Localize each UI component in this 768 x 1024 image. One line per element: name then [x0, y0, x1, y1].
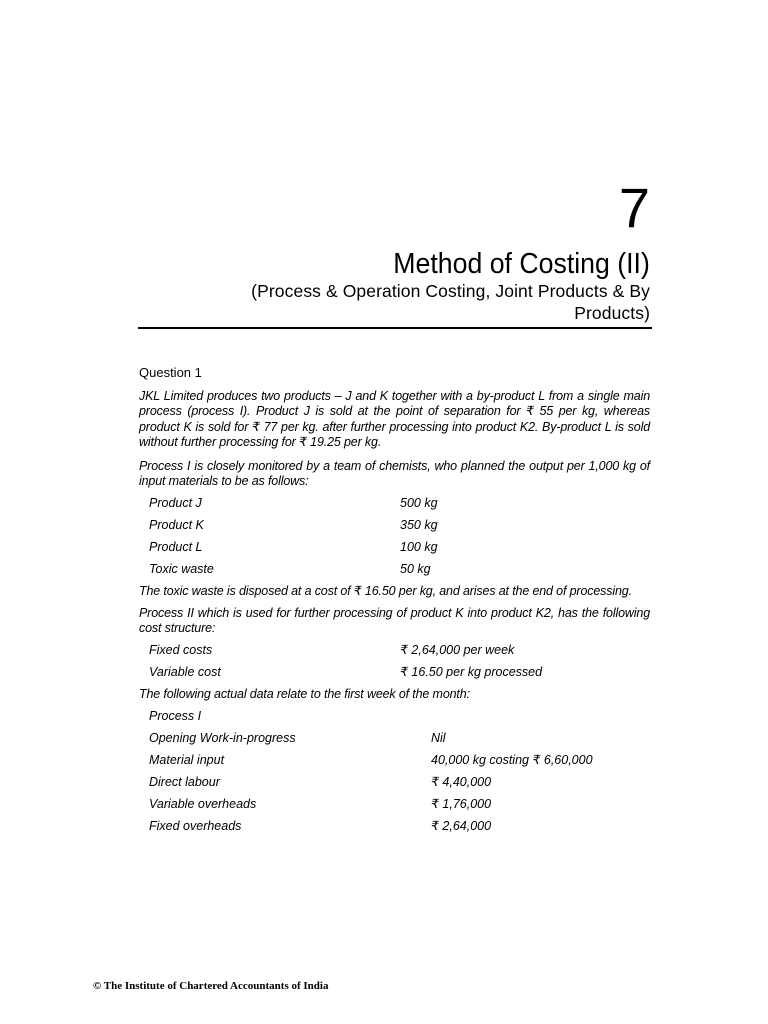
row-value: 100 kg — [400, 540, 438, 554]
actual-data-row — [149, 731, 669, 747]
row-label: Fixed costs — [149, 643, 213, 657]
chapter-subtitle: (Process & Operation Costing, Joint Products & By Products) — [251, 281, 650, 323]
question-heading: Question 1 — [139, 365, 202, 380]
row-value: ₹ 2,64,000 — [431, 819, 492, 833]
row-value: 50 kg — [400, 562, 431, 576]
process-two-paragraph: Process II which is used for further processing of product K into product K2, has the following cost structure: — [139, 606, 650, 636]
planned-output-row — [149, 562, 669, 578]
chapter-title: Method of Costing (II) — [393, 248, 650, 280]
toxic-waste-paragraph: The toxic waste is disposed at a cost of ₹ 16.50 per kg, and arises at the end of processing. — [139, 584, 632, 598]
actual-data-row — [149, 819, 669, 835]
actual-data-row — [149, 797, 669, 813]
row-label: Toxic waste — [149, 562, 214, 576]
row-value: 40,000 kg costing ₹ 6,60,000 — [431, 753, 593, 767]
row-label: Variable cost — [149, 665, 221, 679]
question-intro-paragraph: JKL Limited produces two products – J and K together with a by-product L from a single main process (process I). Product J is sold at the point of separation for ₹ 55 per kg, whereas product K is sold for ₹ 77 per kg. after further processing into product K2. By-product L is sold without further processing for ₹ 19.25 per kg. — [139, 389, 650, 449]
row-value: 500 kg — [400, 496, 438, 510]
title-divider — [138, 327, 652, 329]
row-label: Direct labour — [149, 775, 220, 789]
process-one-heading — [149, 709, 669, 725]
row-label: Material input — [149, 753, 225, 767]
row-label: Fixed overheads — [149, 819, 242, 833]
planned-output-row — [149, 518, 669, 534]
monitoring-paragraph: Process I is closely monitored by a team of chemists, who planned the output per 1,000 kg of input materials to be as follows: — [139, 459, 650, 489]
row-value: 350 kg — [400, 518, 438, 532]
row-label: Opening Work-in-progress — [149, 731, 296, 745]
copyright-footer: © The Institute of Chartered Accountants of India — [93, 980, 329, 992]
row-value: ₹ 2,64,000 per week — [400, 643, 515, 657]
planned-output-row — [149, 540, 669, 556]
row-label: Variable overheads — [149, 797, 257, 811]
row-value: Nil — [431, 731, 446, 745]
actual-data-row — [149, 753, 669, 769]
row-value: ₹ 1,76,000 — [431, 797, 492, 811]
row-value: ₹ 4,40,000 — [431, 775, 492, 789]
row-label: Process I — [149, 709, 202, 723]
row-label: Product L — [149, 540, 203, 554]
row-label: Product K — [149, 518, 204, 532]
chapter-number: 7 — [618, 176, 650, 239]
actual-data-row — [149, 775, 669, 791]
cost-structure-row — [149, 665, 669, 681]
cost-structure-row — [149, 643, 669, 659]
actual-data-intro: The following actual data relate to the first week of the month: — [139, 687, 470, 701]
row-value: ₹ 16.50 per kg processed — [400, 665, 543, 679]
row-label: Product J — [149, 496, 202, 510]
planned-output-row — [149, 496, 669, 512]
